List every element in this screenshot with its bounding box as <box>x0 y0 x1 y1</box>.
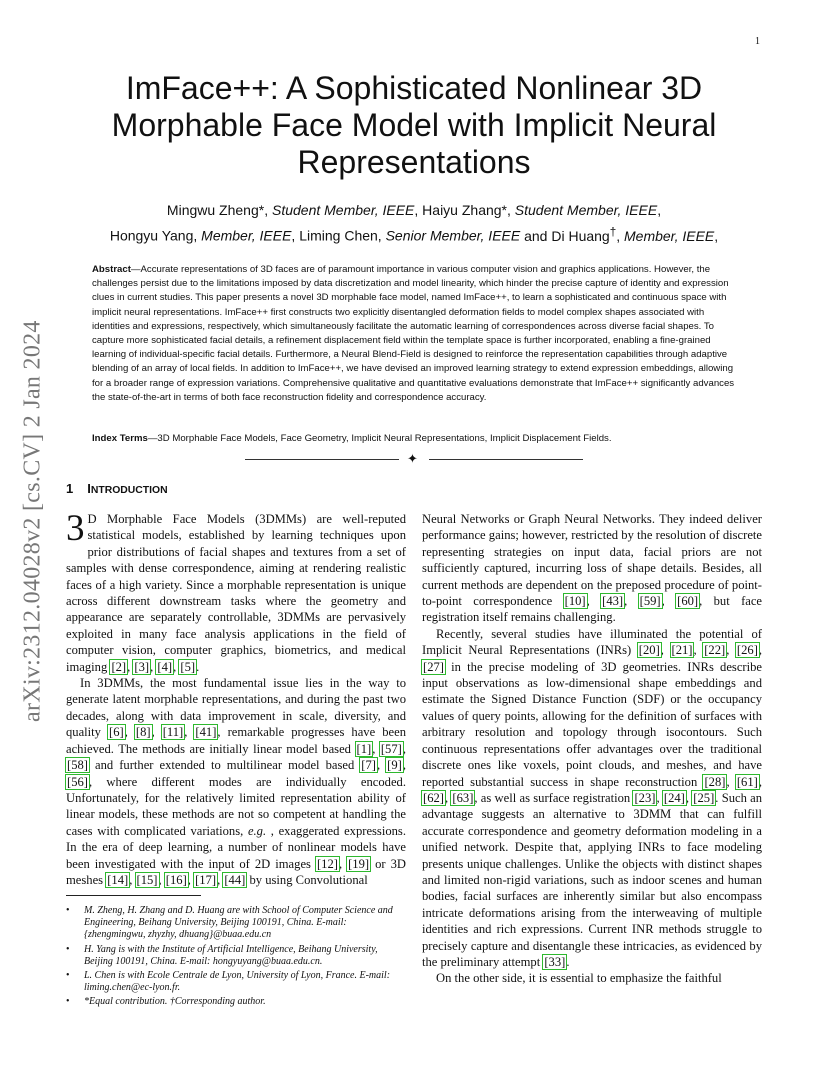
citation-link[interactable]: [22] <box>704 643 726 658</box>
citation-link[interactable]: [62] <box>423 790 444 805</box>
citation-link[interactable]: [41] <box>195 725 217 740</box>
abstract <box>92 263 736 405</box>
footnote-item: • *Equal contribution. †Corresponding author. <box>66 996 266 1008</box>
citation-link[interactable]: [61] <box>736 774 758 789</box>
citation-link[interactable]: [1] <box>356 741 372 756</box>
citation-link[interactable]: [16] <box>165 872 187 887</box>
paragraph: In 3DMMs, the most fundamental issue lies in the way to generate latent morphable representations, and during the past two decades, along with data improvement in scale, diversity, and quality [6], [8], [11], [41], remarkable progresses have been achieved. The methods are initially linear model based [1], [57], [58] and further extended to multilinear model based [7], [9], [56], where different modes are individually encoded. Unfortunately, for the relatively limited representation ability of linear models, these methods are not so competent at handling the cases with complicated variations, e.g. , exaggerated expressions. In the era of deep learning, a number of nonlinear models have been investigated with the input of 2D images [12], [19] or 3D meshes [14], [15], [16], [17], [44] by using Convolutional <box>66 676 407 887</box>
citation-link[interactable]: [23] <box>634 790 656 805</box>
citation-link[interactable]: [9] <box>387 758 402 773</box>
diamond-icon: ✦ <box>407 451 418 466</box>
authors-line-2 <box>66 221 762 247</box>
paragraph: Neural Networks or Graph Neural Networks. They indeed deliver performance gains; however, restricted by the resolution of discrete representing strategies on input data, facial priors are not sufficiently captured, incurring loss of shape details. Besides, all current methods are dependent on the preposed procedure of point-to-point correspondence [10], [43], [59], [60], but face registration itself remains challenging. <box>422 512 763 625</box>
citation-link[interactable]: [21] <box>671 643 693 658</box>
paragraph: 3 D Morphable Face Models (3DMMs) are well-reputed statistical models, established by learning techniques upon prior distributions of facial shapes and textures from a set of samples with dense correspondence, aiming at rendering realistic faces of a high variety. Since a morphable representation is unique across different downstream tasks where the geometry and appearance are separately controllable, 3DMMs are pervasively exploited in many face analysis applications in the field of computer vision, computer graphics, biometrics, and medical imaging [2], [3], [4], [5]. <box>66 508 406 674</box>
author-yang: Hongyu Yang, Member, IEEE, <box>109 227 300 244</box>
section-separator <box>245 452 583 466</box>
arxiv-identifier: arXiv:2312.04028v2 [cs.CV] 2 Jan 2024 <box>19 320 46 722</box>
citation-link[interactable]: [3] <box>134 659 150 674</box>
index-terms-label: Index Terms <box>92 433 148 444</box>
separator-line-left <box>245 459 399 460</box>
citation-link[interactable]: [33] <box>544 954 566 969</box>
separator-line-right <box>429 459 583 460</box>
citation-link[interactable]: [15] <box>136 872 158 887</box>
footnotes <box>66 905 406 1011</box>
authors-line-1 <box>66 200 762 221</box>
citation-link[interactable]: [17] <box>195 872 217 887</box>
citation-link[interactable]: [43] <box>602 594 624 609</box>
author-list <box>66 200 762 247</box>
author-huang: and Di Huang†, Member, IEEE, <box>524 225 719 244</box>
footnote-item: • M. Zheng, H. Zhang and D. Huang are with School of Computer Science and Engineering, Beihang University, Beijing 100191, China. E-mail:{zhengmingwu, zhyzhy, dhuang}@buaa.edu.cn <box>66 905 393 941</box>
citation-link[interactable]: [27] <box>423 659 444 674</box>
citation-link[interactable]: [4] <box>157 659 173 674</box>
bullet-icon: • <box>66 996 70 1008</box>
citation-link[interactable]: [63] <box>452 790 474 805</box>
author-chen: Liming Chen, Senior Member, IEEE <box>299 227 521 244</box>
citation-link[interactable]: [11] <box>162 725 184 740</box>
citation-link[interactable]: [26] <box>736 643 758 658</box>
drop-cap: 3 <box>66 508 85 549</box>
section-title-rest: NTRODUCTION <box>90 485 168 496</box>
paragraph: Recently, several studies have illuminated the potential of Implicit Neural Representations (INRs) [20], [21], [22], [26], [27] in the precise modeling of 3D geometries. INRs describe input observations as low-dimensional shape embeddings and estimate the Signed Distance Function (SDF) or the occupancy values of query points, allowing for the definition of surfaces with arbitrary resolution and topology through isocontours. Such continuous representations offer advantages over the traditional discrete ones like voxels, point clouds, and meshes, and have reported substantial success in shape reconstruction [28], [61], [62], [63], as well as surface registration [23], [24], [25]. Such an advantage suggests an alternative to 3DMM that can fulfill accurate correspondence and geometry deformation modeling in a unified network. Despite that, applying INRs to face modeling presents unique challenges. Unlike the objects with distinct shapes and limited non-rigid variations, such as indoor scenes and human bodies, facial surfaces are inherently similar but also encompass intricate deformations arising from the interweaving of multiple identities and rich expressions. Current INR methods struggle to precisely capture and disentangle these intricacies, as evidenced by the preliminary attempt [33]. <box>422 626 763 969</box>
index-terms-text: —3D Morphable Face Models, Face Geometry, Implicit Neural Representations, Implicit Displacement Fields. <box>147 433 612 444</box>
citation-link[interactable]: [24] <box>663 790 685 805</box>
paragraph: On the other side, it is essential to emphasize the faithful <box>436 971 722 986</box>
citation-link[interactable]: [10] <box>564 594 586 609</box>
author-zhang: Haiyu Zhang*, Student Member, IEEE, <box>422 202 662 218</box>
bullet-icon: • <box>66 970 70 982</box>
abstract-label: Abstract <box>92 264 131 275</box>
paper-title: ImFace++: A Sophisticated Nonlinear 3D Morphable Face Model with Implicit Neural Representations <box>111 70 717 180</box>
citation-link[interactable]: [8] <box>135 725 151 740</box>
citation-link[interactable]: [57] <box>380 741 402 756</box>
section-heading <box>66 481 168 496</box>
citation-link[interactable]: [25] <box>693 790 715 805</box>
footnote-item: • H. Yang is with the Institute of Artificial Intelligence, Beihang University, Beijing 100191, China. E-mail: hongyuyang@buaa.edu.cn. <box>66 943 378 967</box>
citation-link[interactable]: [60] <box>677 594 699 609</box>
citation-link[interactable]: [7] <box>361 758 376 773</box>
left-column <box>66 508 407 888</box>
citation-link[interactable]: [28] <box>704 774 726 789</box>
citation-link[interactable]: [5] <box>180 659 196 674</box>
section-title-initial: I <box>87 481 91 496</box>
bullet-icon: • <box>66 943 70 955</box>
citation-link[interactable]: [14] <box>107 872 129 887</box>
citation-link[interactable]: [59] <box>639 594 661 609</box>
citation-link[interactable]: [20] <box>638 643 660 658</box>
author-zheng: Mingwu Zheng*, Student Member, IEEE, <box>166 202 423 218</box>
section-number: 1 <box>66 481 74 496</box>
index-terms <box>92 432 736 446</box>
footnote-item: • L. Chen is with Ecole Centrale de Lyon, University of Lyon, France. E-mail: liming.chen@ec-lyon.fr. <box>66 970 391 994</box>
citation-link[interactable]: [44] <box>224 872 246 887</box>
abstract-text: —Accurate representations of 3D faces are of paramount importance in various computer vision and graphics applications. However, the challenges persist due to the limitations imposed by data discretization and model linearity, which hinder the precise capture of identity and expression clues in current studies. This paper presents a novel 3D morphable face model, named ImFace++, to learn a sophisticated and continuous space with implicit neural representations. ImFace++ first constructs two explicitly disentangled deformation fields to model complex shapes associated with identities and expressions, respectively, which simultaneously facilitate the automatic learning of correspondences across diverse facial shapes. To capture more sophisticated facial details, a refinement displacement field within the template space is further incorporated, enabling a fine-grained learning of individual-specific facial details. Furthermore, a Neural Blend-Field is designed to reinforce the representation capabilities through adaptive blending of an array of local fields. In addition to ImFace++, we have devised an improved learning strategy to extend expression embeddings, allowing for a broader range of expression variations. Comprehensive qualitative and quantitative evaluations demonstrate that ImFace++ significantly advances the state-of-the-art in terms of both face reconstruction fidelity and correspondence accuracy. <box>92 264 735 403</box>
citation-link[interactable]: [19] <box>348 856 370 871</box>
citation-link[interactable]: [56] <box>67 774 88 789</box>
footnote-rule <box>66 895 201 896</box>
right-column <box>422 511 762 987</box>
citation-link[interactable]: [12] <box>316 856 338 871</box>
page-number: 1 <box>755 36 760 47</box>
bullet-icon: • <box>66 905 70 916</box>
citation-link[interactable]: [58] <box>67 758 88 773</box>
citation-link[interactable]: [6] <box>109 725 124 740</box>
citation-link[interactable]: [2] <box>111 659 127 674</box>
